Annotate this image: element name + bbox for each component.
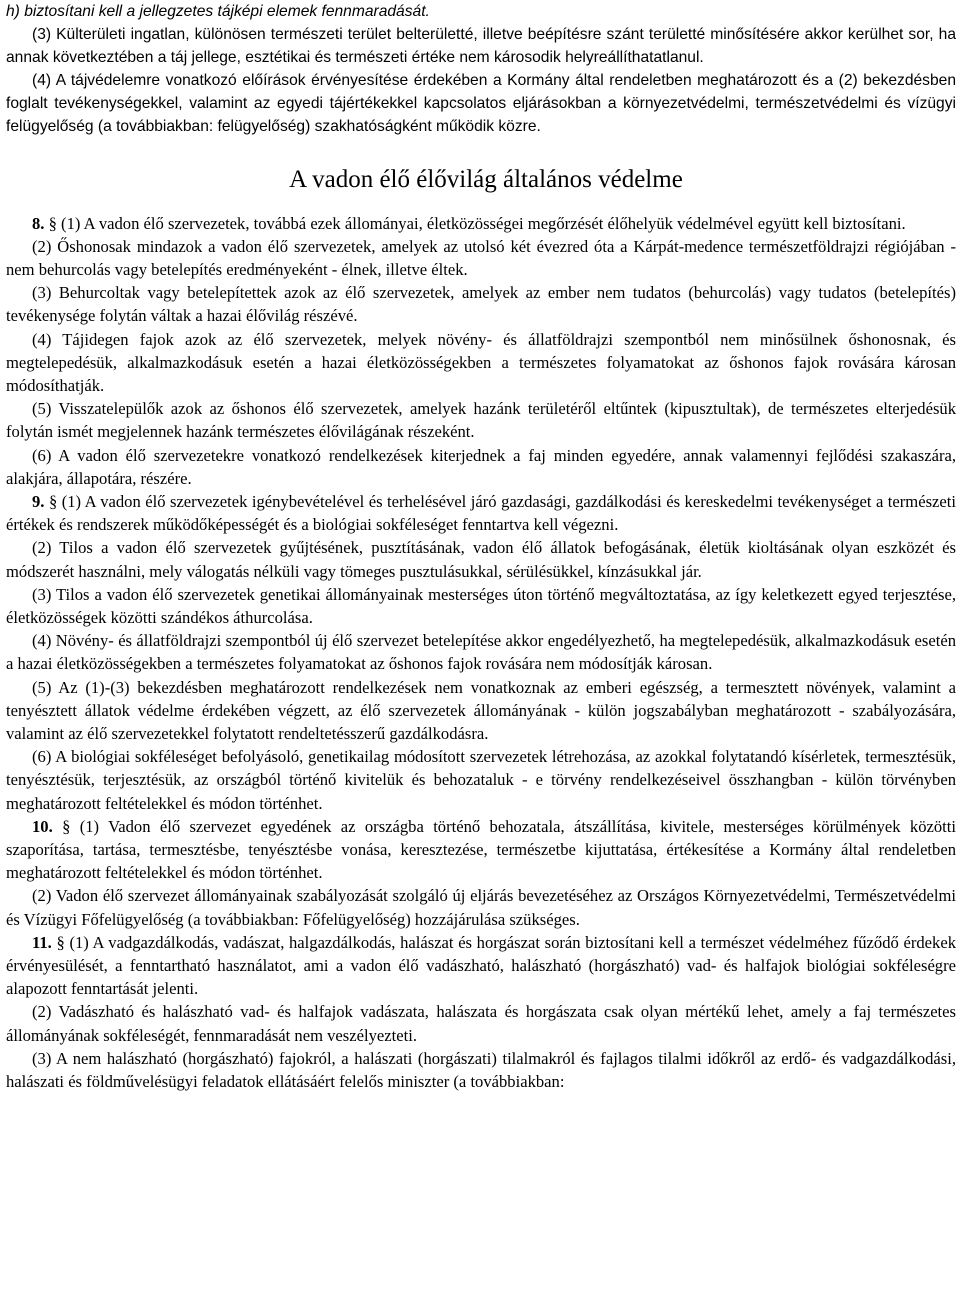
section-8-par-3: (3) Behurcoltak vagy betelepítettek azok az élő szervezetek, amelyek az ember nem tudatos (behurcolás) vagy tudatos (betelepítés) tevékenysége folytán váltak a hazai élővilág részévé. <box>6 283 956 326</box>
section-8-par-1: § (1) A vadon élő szervezetek, továbbá ezek állományai, életközösségei megőrzését élőhelyük védelmével együtt kell biztosítani. <box>44 213 906 233</box>
clause-h: h) biztosítani kell a jellegzetes tájképi elemek fennmaradását. <box>6 3 430 20</box>
tajvedelem-section <box>6 0 956 139</box>
section-9-par-5: (5) Az (1)-(3) bekezdésben meghatározott rendelkezések nem vonatkoznak az emberi egészség, a termesztett növények, valamint a tenyésztett állatok védelme érdekében végzett, az élő szervezetek állományának - külön jogszabályban meghatározott - szabályozására, valamint az élő szervezetekkel folytatott rendeltetésszerű gazdálkodásra. <box>6 677 956 744</box>
paragraph-4: (4) A tájvédelemre vonatkozó előírások érvényesítése érdekében a Kormány által rendeletben meghatározott és a (2) bekezdésben foglalt tevékenységekkel, valamint az egyedi tájértékekkel kapcsolatos eljárásokban a környezetvédelmi, természetvédelmi és vízügyi felügyelőség (a továbbiakban: felügyelőség) szakhatóságként működik közre. <box>6 72 956 136</box>
section-9-par-4: (4) Növény- és állatföldrajzi szempontból új élő szervezet betelepítése akkor engedélyezhető, ha megtelepedésük, alkalmazkodásuk esetén a hazai életközösségekben a természetes folyamatokat az őshonos fajok rovására nem módosítják károsan. <box>6 631 956 674</box>
section-9 <box>6 490 956 815</box>
section-heading: A vadon élő élővilág általános védelme <box>289 165 683 193</box>
section-8-par-5: (5) Visszatelepülők azok az őshonos élő szervezetek, amelyek hazánk területéről eltűntek (kipusztultak), de természetes elterjedésük folytán ismét megjelennek hazánk természetes élővilágának részeként. <box>6 399 956 442</box>
section-8-par-2: (2) Őshonosak mindazok a vadon élő szervezetek, amelyek az utolsó két évezred óta a Kárpát-medence természetföldrajzi régiójában - nem behurcolás vagy betelepítés eredményeként - élnek, illetve éltek. <box>6 236 956 279</box>
document-page <box>6 0 956 1093</box>
section-11-par-2: (2) Vadászható és halászható vad- és halfajok vadászata, halászata és horgászata csak olyan mértékű lehet, amely a faj természetes állományának sokféleségét, fennmaradását nem veszélyezteti. <box>6 1002 956 1045</box>
section-9-par-1: § (1) A vadon élő szervezetek igénybevételével és terhelésével járó gazdasági, gazdálkodási és kereskedelmi tevékenységet a természeti értékek és rendszerek működőképességét és a biológiai sokféleséget fenntartva kell végezni. <box>6 492 956 535</box>
section-10-par-1: § (1) Vadon élő szervezet egyedének az országba történő behozatala, átszállítása, kivitele, mesterséges körülmények közötti szaporítása, tartása, termesztésbe, tenyésztésbe vonása, keresztezése, természetbe kijuttatása, értékesítése a Kormány által rendeletben meghatározott feltételekkel és módon történhet. <box>6 816 956 883</box>
section-9-par-3: (3) Tilos a vadon élő szervezetek genetikai állományainak mesterséges úton történő megváltoztatása, az így keletkezett egyed terjesztése, életközösségek közötti szándékos áthurcolása. <box>6 584 956 628</box>
paragraph-3: (3) Külterületi ingatlan, különösen természeti terület belterületté, illetve beépítésre szánt területté minősítésére akkor kerülhet sor, ha annak következtében a táj jellege, esztétikai és természeti értéke nem károsodik helyreállíthatatlanul. <box>6 26 956 67</box>
section-11-par-3: (3) A nem halászható (horgászható) fajokról, a halászati (horgászati) tilalmakról és fajlagos tilalmi időkről az erdő- és vadgazdálkodási, halászati és földművelésügyi feladatok ellátásáért felelős miniszter (a továbbiakban: <box>6 1048 956 1092</box>
section-8 <box>6 212 956 490</box>
section-10 <box>6 815 956 931</box>
section-number: 9. <box>32 492 45 511</box>
section-number: 8. <box>32 213 45 233</box>
section-10-par-2: (2) Vadon élő szervezet állományainak szabályozását szolgáló új eljárás bevezetéséhez az Országos Környezetvédelmi, Természetvédelmi és Vízügyi Főfelügyelőség (a továbbiakban: Főfelügyelőség) hozzájárulása szükséges. <box>6 886 956 929</box>
section-number: 11. <box>32 932 52 952</box>
section-8-par-4: (4) Tájidegen fajok azok az élő szervezetek, melyek növény- és állatföldrajzi szempontból nem minősülnek őshonosnak, és megtelepedésük, alkalmazkodásuk esetén a hazai életközösségekben a természetes folyamatokat az őshonos fajok rovására károsan módosíthatják. <box>6 329 956 395</box>
section-number: 10. <box>32 816 53 836</box>
section-11-par-1: § (1) A vadgazdálkodás, vadászat, halgazdálkodás, halászat és horgászat során biztosítani kell a természet védelméhez fűződő érdekek érvényesülését, a fenntartható használatot, ami a vadon élő vadászható, halászható (horgászható) vad- és halfajok biológiai sokféleségre alapozott fenntartását jelenti. <box>6 932 956 999</box>
section-9-par-6: (6) A biológiai sokféleséget befolyásoló, genetikailag módosított szervezetek létrehozása, az azokkal folytatandó kísérletek, termesztésük, tenyésztésük, terjesztésük, az országból történő kivitelük és behozataluk - e törvény rendelkezéseivel összhangban - külön törvényben meghatározott feltételekkel és módon történhet. <box>6 747 956 813</box>
section-9-par-2: (2) Tilos a vadon élő szervezetek gyűjtésének, pusztításának, vadon élő állatok befogásának, életük kioltásának olyan eszközét és módszerét használni, mely válogatás nélküli vagy tömeges pusztulásukkal, sérülésükkel, kínzásukkal jár. <box>6 538 956 581</box>
section-8-par-6: (6) A vadon élő szervezetekre vonatkozó rendelkezések kiterjednek a faj minden egyedére, annak valamennyi fejlődési szakaszára, alakjára, állapotára, részére. <box>6 445 956 488</box>
section-11 <box>6 931 956 1093</box>
